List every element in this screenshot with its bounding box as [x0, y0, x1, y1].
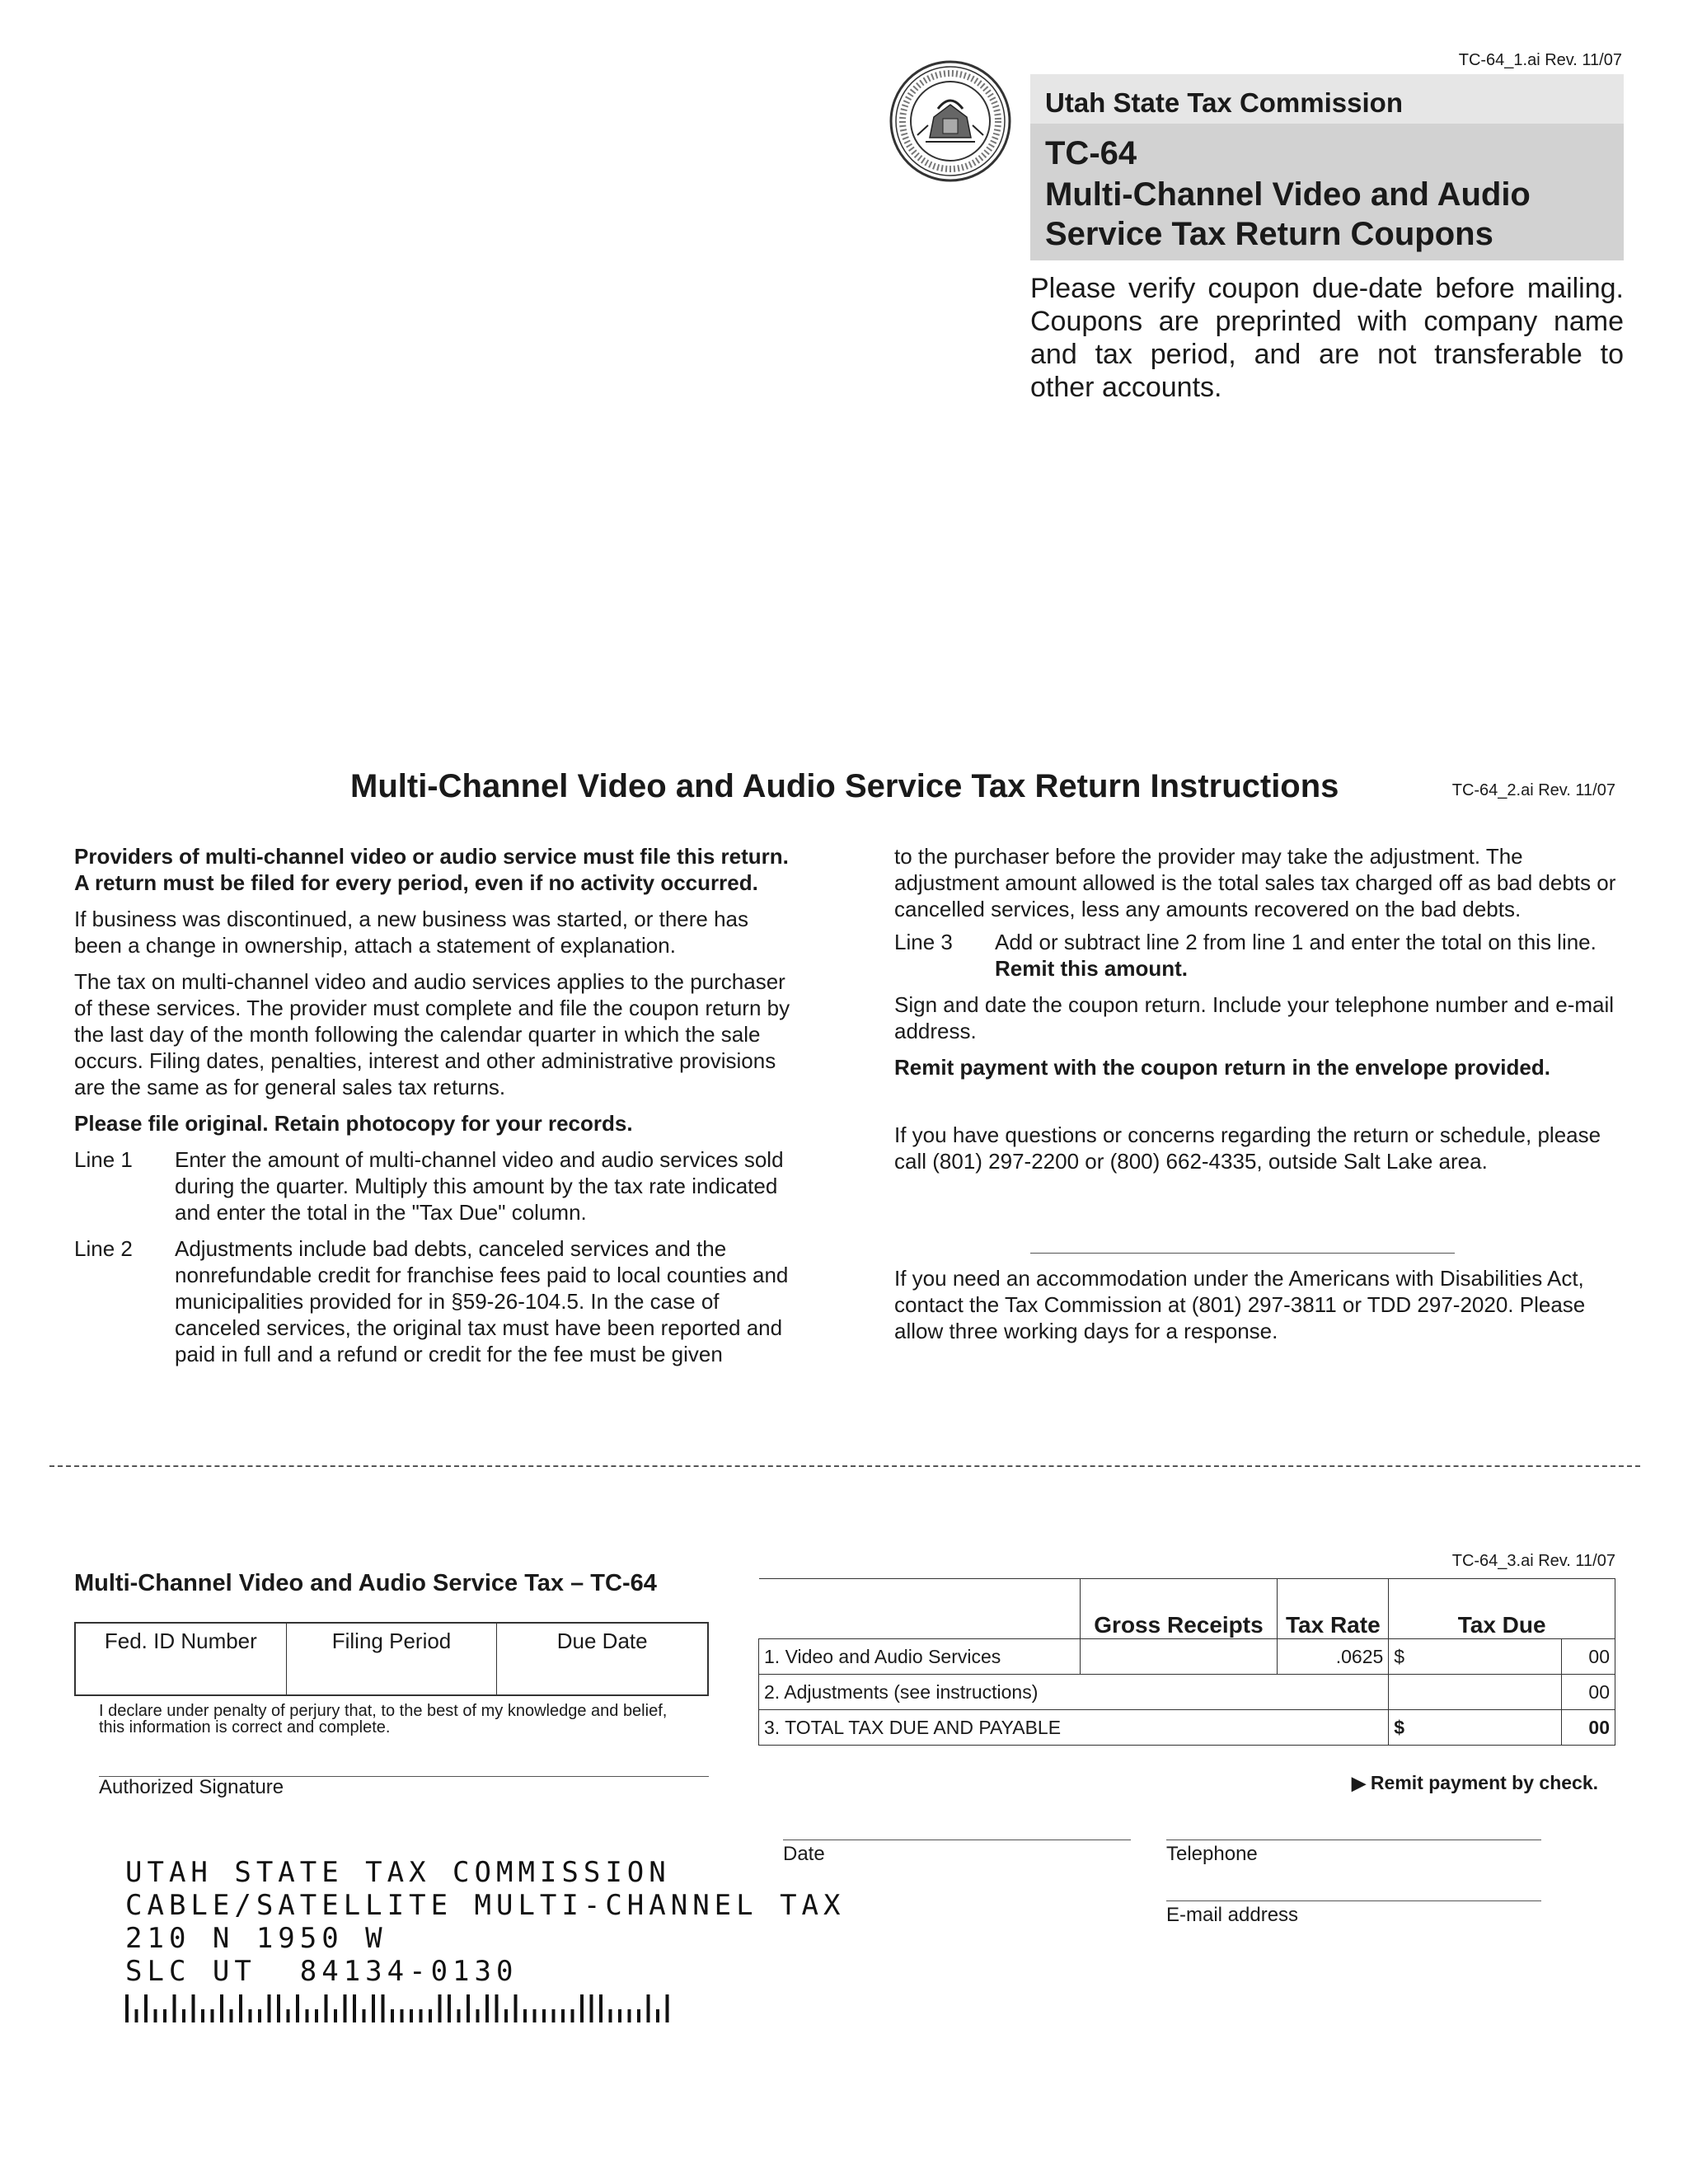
file-revision: TC-64_1.ai Rev. 11/07	[1458, 51, 1622, 69]
row1-tax-due-input[interactable]: $	[1389, 1639, 1562, 1675]
barcode-bar	[230, 2009, 233, 2022]
postal-barcode-icon	[125, 1993, 686, 2024]
barcode-bar	[211, 2009, 214, 2022]
barcode-bar	[334, 2009, 337, 2022]
row3-label: 3. TOTAL TAX DUE AND PAYABLE	[759, 1710, 1389, 1746]
due-date-field[interactable]: Due Date	[556, 1629, 648, 1653]
discontinued-note: If business was discontinued, a new business was started, or there has been a change in ownership, attach a statement of explanation.	[74, 907, 748, 958]
line3-text: Add or subtract line 2 from line 1 and enter the total on this line.	[995, 930, 1597, 954]
barcode-bar	[125, 1994, 129, 2022]
gross-receipts-input[interactable]	[1080, 1639, 1278, 1675]
barcode-bar	[154, 2009, 157, 2022]
barcode-bar	[666, 1994, 669, 2022]
barcode-bar	[277, 1994, 280, 2022]
line1-instruction	[74, 1146, 791, 1226]
barcode-bar	[182, 2009, 185, 2022]
row3-cents: 00	[1562, 1710, 1615, 1746]
barcode-bar	[258, 2009, 261, 2022]
barcode-bar	[476, 2009, 480, 2022]
line2-instruction	[74, 1235, 791, 1367]
verify-note: Please verify coupon due-date before mailing. Coupons are preprinted with company name and tax period, and are not transferable to other accounts.	[1030, 273, 1624, 403]
tax-rate-value: .0625	[1278, 1639, 1389, 1675]
barcode-bar	[296, 1994, 299, 2022]
row2-cents: 00	[1562, 1675, 1615, 1710]
row1-cents: 00	[1562, 1639, 1615, 1675]
line3-label: Line 3	[894, 930, 953, 954]
ada-note: If you need an accommodation under the Americans with Disabilities Act, contact the Tax Commission at (801) 297-3811 or TDD 297-2020. Please allow three working days for a response.	[894, 1266, 1586, 1343]
barcode-bar	[192, 1994, 195, 2022]
address-line-4: SLC UT 84134-0130	[125, 1955, 518, 1988]
questions-note: If you have questions or concerns regarding the return or schedule, please call (801) 297-2200 or (800) 662-4335, outside Salt Lake area.	[894, 1122, 1601, 1174]
remit-envelope-note: Remit payment with the coupon return in the envelope provided.	[894, 1055, 1550, 1080]
barcode-bar	[599, 1994, 603, 2022]
barcode-bar	[580, 1994, 584, 2022]
file-original-note: Please file original. Retain photocopy for your records.	[74, 1111, 633, 1136]
barcode-bar	[401, 2009, 404, 2022]
barcode-bar	[220, 1994, 223, 2022]
barcode-bar	[485, 1994, 489, 2022]
instructions-left-column	[74, 843, 791, 1377]
barcode-bar	[249, 2009, 252, 2022]
barcode-bar	[372, 1994, 375, 2022]
date-label: Date	[783, 1843, 825, 1865]
barcode-bar	[144, 1994, 148, 2022]
barcode-bar	[391, 2009, 394, 2022]
state-seal-icon	[889, 59, 1012, 183]
barcode-bar	[514, 1994, 518, 2022]
form-title-banner	[1030, 124, 1624, 260]
barcode-bar	[429, 2009, 432, 2022]
tax-due-header: Tax Due	[1389, 1579, 1615, 1639]
coupon-file-revision: TC-64_3.ai Rev. 11/07	[1451, 1552, 1615, 1570]
barcode-bar	[656, 2009, 659, 2022]
address-line-3: 210 N 1950 W	[125, 1922, 387, 1955]
divider-line	[1030, 1253, 1455, 1254]
agency-banner	[1030, 74, 1624, 124]
barcode-bar	[363, 2009, 366, 2022]
filing-period-field[interactable]: Filing Period	[287, 1624, 498, 1694]
fed-id-field[interactable]: Fed. ID Number	[76, 1624, 287, 1694]
row3-total-input[interactable]: $	[1389, 1710, 1562, 1746]
remit-by-check	[1352, 1772, 1598, 1794]
instructions-file-revision: TC-64_2.ai Rev. 11/07	[1451, 781, 1615, 799]
email-label: E-mail address	[1166, 1904, 1299, 1926]
barcode-bar	[552, 2009, 556, 2022]
line3-remit: Remit this amount.	[995, 956, 1189, 981]
table-row	[759, 1710, 1615, 1746]
barcode-bar	[268, 1994, 271, 2022]
line1-label: Line 1	[74, 1147, 133, 1172]
form-title: Multi-Channel Video and Audio Service Tax Return Coupons	[1045, 176, 1531, 252]
barcode-bar	[523, 2009, 527, 2022]
table-row	[759, 1639, 1615, 1675]
barcode-bar	[410, 2009, 413, 2022]
instructions-right-column	[894, 843, 1620, 1354]
barcode-bar	[344, 1994, 347, 2022]
address-line-2: CABLE/SATELLITE MULTI-CHANNEL TAX	[125, 1889, 846, 1922]
telephone-label: Telephone	[1166, 1843, 1258, 1865]
remit-by-check-label: Remit payment by check.	[1370, 1772, 1599, 1793]
barcode-bar	[457, 2009, 461, 2022]
barcode-bar	[533, 2009, 537, 2022]
barcode-bar	[382, 1994, 385, 2022]
table-row	[759, 1675, 1615, 1710]
line2-continued: to the purchaser before the provider may take the adjustment. The adjustment amount allowed is the total sales tax charged off as bad debts or cancelled services, less any amounts recovered on the bad debts.	[894, 844, 1616, 921]
agency-name: Utah State Tax Commission	[1045, 87, 1403, 118]
sign-date-note: Sign and date the coupon return. Include your telephone number and e-mail address.	[894, 992, 1615, 1043]
barcode-bar	[353, 1994, 356, 2022]
play-arrow-icon: ▶	[1352, 1773, 1366, 1793]
form-number: TC-64	[1045, 135, 1137, 171]
barcode-bar	[618, 2009, 621, 2022]
barcode-bar	[163, 2009, 166, 2022]
address-line-1: UTAH STATE TAX COMMISSION	[125, 1856, 671, 1889]
barcode-bar	[325, 1994, 328, 2022]
mailing-address	[125, 1856, 846, 1988]
line2-label: Line 2	[74, 1236, 133, 1261]
tax-computation-table	[758, 1578, 1615, 1746]
barcode-bar	[315, 2009, 318, 2022]
barcode-bar	[201, 2009, 204, 2022]
barcode-bar	[542, 2009, 546, 2022]
barcode-bar	[467, 1994, 470, 2022]
id-fields-table	[74, 1622, 709, 1696]
barcode-bar	[628, 2009, 631, 2022]
barcode-bar	[173, 1994, 176, 2022]
barcode-bar	[561, 2009, 565, 2022]
line3-instruction	[894, 929, 1620, 982]
barcode-bar	[495, 1994, 499, 2022]
barcode-bar	[438, 1994, 442, 2022]
barcode-bar	[287, 2009, 290, 2022]
instructions-title: Multi-Channel Video and Audio Service Tax Return Instructions	[350, 768, 1339, 804]
row1-label: 1. Video and Audio Services	[759, 1639, 1081, 1675]
row2-label: 2. Adjustments (see instructions)	[759, 1675, 1389, 1710]
barcode-bar	[590, 1994, 593, 2022]
barcode-bar	[448, 1994, 451, 2022]
barcode-bar	[135, 2009, 138, 2022]
barcode-bar	[571, 2009, 574, 2022]
providers-note: Providers of multi-channel video or audio service must file this return. A return must be filed for every period, even if no activity occurred.	[74, 844, 789, 895]
barcode-bar	[647, 1994, 650, 2022]
barcode-bar	[420, 2009, 423, 2022]
line1-text: Enter the amount of multi-channel video and audio services sold during the quarter. Multiply this amount by the tax rate indicated and enter the total in the "Tax Due" column.	[175, 1147, 784, 1225]
gross-receipts-header: Gross Receipts	[1080, 1579, 1278, 1639]
barcode-bar	[306, 2009, 309, 2022]
barcode-bar	[504, 2009, 508, 2022]
perjury-declaration: I declare under penalty of perjury that, to the best of my knowledge and belief, this information is correct and complete.	[99, 1702, 668, 1736]
tax-applies-note: The tax on multi-channel video and audio services applies to the purchaser of these services. The provider must complete and file the coupon return by the last day of the month following the calendar quarter in which the sale occurs. Filing dates, penalties, interest and other administrative provisions are the same as for general sales tax returns.	[74, 969, 790, 1099]
perforation-line	[49, 1465, 1640, 1467]
tax-rate-header: Tax Rate	[1278, 1579, 1389, 1639]
row2-adjustment-input[interactable]	[1389, 1675, 1562, 1710]
signature-label: Authorized Signature	[99, 1776, 284, 1798]
email-field[interactable]	[1166, 1900, 1541, 1901]
barcode-bar	[239, 1994, 242, 2022]
coupon-title: Multi-Channel Video and Audio Service Tax – TC-64	[74, 1570, 657, 1596]
line2-text: Adjustments include bad debts, canceled services and the nonrefundable credit for franchise fees paid to local counties and municipalities provided for in §59-26-104.5. In the case of canceled services, the original tax must have been reported and paid in full and a refund or credit for the fee must be given	[175, 1236, 789, 1366]
barcode-bar	[609, 2009, 612, 2022]
barcode-bar	[637, 2009, 640, 2022]
